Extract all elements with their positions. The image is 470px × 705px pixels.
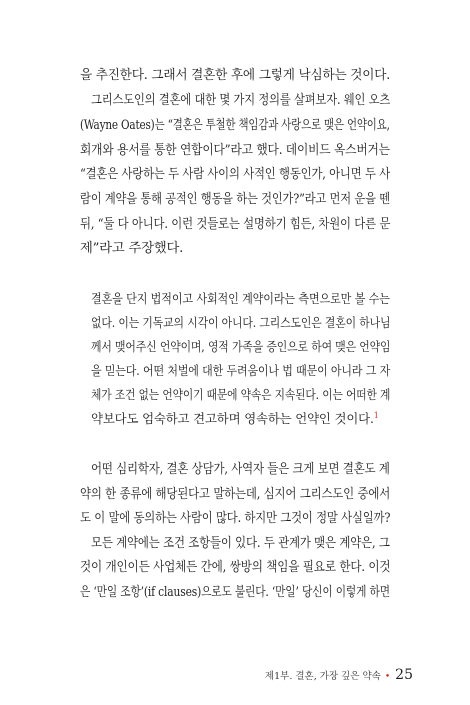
text-line: (Wayne Oates)는 “결혼은 투철한 책임감과 사랑으로 맺은 언약이요,: [80, 118, 390, 133]
quote-line: 께서 맺어주신 언약이며, 영적 가족을 증인으로 하여 맺은 언약임: [91, 339, 391, 354]
text-line: 어떤 심리학자, 결혼 상담가, 사역자 들은 크게 보면 결혼도 계: [91, 462, 390, 477]
page-footer: [265, 667, 413, 683]
footnote-marker[interactable]: 1: [373, 410, 379, 420]
text-line: 것이 개인이든 사업체든 간에, 쌍방의 책임을 필요로 한다. 이것: [80, 560, 391, 575]
quote-line: 없다. 이는 기독교의 시각이 아니다. 그리스도인은 결혼이 하나님: [91, 315, 391, 330]
text-line: 은 ‘만일 조항’(if clauses)으로도 불린다. ‘만일’ 당신이 이렇게 하면: [80, 585, 390, 600]
quote-line: 결혼을 단지 법적이고 사회적인 계약이라는 측면으로만 볼 수는: [91, 291, 390, 306]
text-line: 모든 계약에는 조건 조항들이 있다. 두 관계가 맺은 계약은, 그: [91, 536, 390, 551]
text-line: 도 이 말에 동의하는 사람이 많다. 하지만 그것이 정말 사실일까?: [80, 511, 391, 526]
text-line: 뒤, “둘 다 아니다. 이런 것들로는 설명하기 힘든, 차원이 다른 문: [80, 217, 391, 232]
text-line: 약의 한 종류에 해당된다고 말하는데, 심지어 그리스도인 중에서: [80, 487, 391, 502]
page-number: 25: [395, 667, 413, 683]
quote-line: [91, 410, 379, 428]
quote-line: 체가 조건 없는 언약이기 때문에 약속은 지속된다. 이는 어떠한 계: [91, 387, 391, 402]
bullet-icon: •: [384, 672, 391, 682]
quote-line: 을 믿는다. 어떤 처벌에 대한 두려움이나 법 때문이 아니라 그 자: [91, 363, 391, 378]
text-line: 그리스도인의 결혼에 대한 몇 가지 정의를 살펴보자. 웨인 오츠: [91, 93, 391, 108]
text-line: “결혼은 사랑하는 두 사람 사이의 사적인 행동인가, 아니면 두 사: [80, 167, 390, 182]
running-head: 제1부. 결혼, 가장 깊은 약속: [264, 671, 381, 682]
quote-line-text: 약보다도 엄숙하고 견고하며 영속하는 언약인 것이다.: [91, 411, 374, 426]
text-line: 람이 계약을 통해 공적인 행동을 하는 것인가?”라고 먼저 운을 뗀: [80, 192, 390, 207]
text-line: 회개와 용서를 통한 연합이다”라고 했다. 데이비드 옥스버거는: [80, 143, 390, 158]
text-line: 제”라고 주장했다.: [80, 241, 184, 256]
text-line: 을 추진한다. 그래서 결혼한 후에 그렇게 낙심하는 것이다.: [80, 68, 391, 83]
